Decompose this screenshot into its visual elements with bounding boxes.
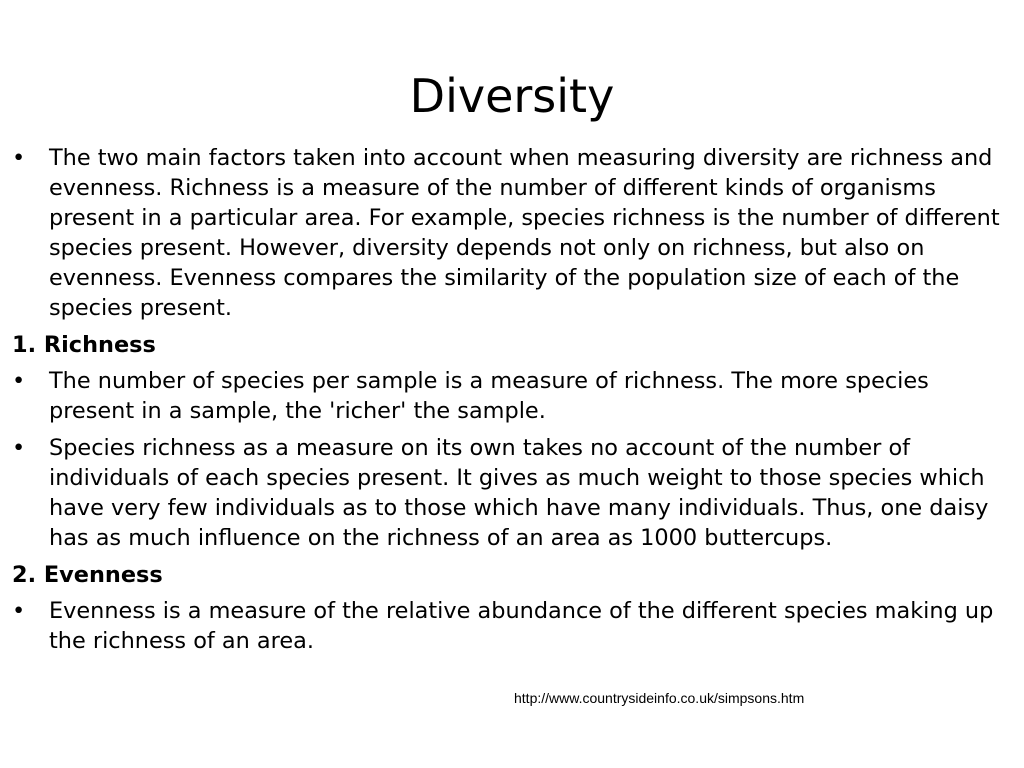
- bullet-icon: •: [12, 598, 26, 624]
- section-heading-evenness: 2. Evenness: [12, 562, 163, 588]
- source-url: http://www.countrysideinfo.co.uk/simpsons.htm: [514, 690, 805, 706]
- bullet-text: The number of species per sample is a measure of richness. The more species present in a sample, the 'richer' the sample.: [49, 368, 929, 424]
- bullet-text: The two main factors taken into account when measuring diversity are richness and evenness. Richness is a measure of the number of different kinds of organisms present in a particular area. For example, species richness is the number of different species present. However, diversity depends not only on richness, but also on evenness. Evenness compares the similarity of the population size of each of the species present.: [49, 145, 1000, 321]
- slide-title: Diversity: [409, 69, 615, 123]
- bullet-icon: •: [12, 145, 26, 171]
- bullet-item-intro: [12, 143, 1016, 323]
- slide-body: [12, 143, 1016, 663]
- section-heading-richness: 1. Richness: [12, 332, 156, 358]
- bullet-icon: •: [12, 368, 26, 394]
- bullet-text: Species richness as a measure on its own takes no account of the number of individuals of each species present. It gives as much weight to those species which have very few individuals as to those which have many individuals. Thus, one daisy has as much influence on the richness of an area as 1000 buttercups.: [49, 435, 989, 551]
- bullet-item-richness-2: [12, 433, 1016, 553]
- bullet-icon: •: [12, 435, 26, 461]
- bullet-text: Evenness is a measure of the relative abundance of the different species making up the richness of an area.: [49, 598, 994, 654]
- bullet-item-evenness-1: [12, 596, 1016, 656]
- bullet-item-richness-1: [12, 366, 1016, 426]
